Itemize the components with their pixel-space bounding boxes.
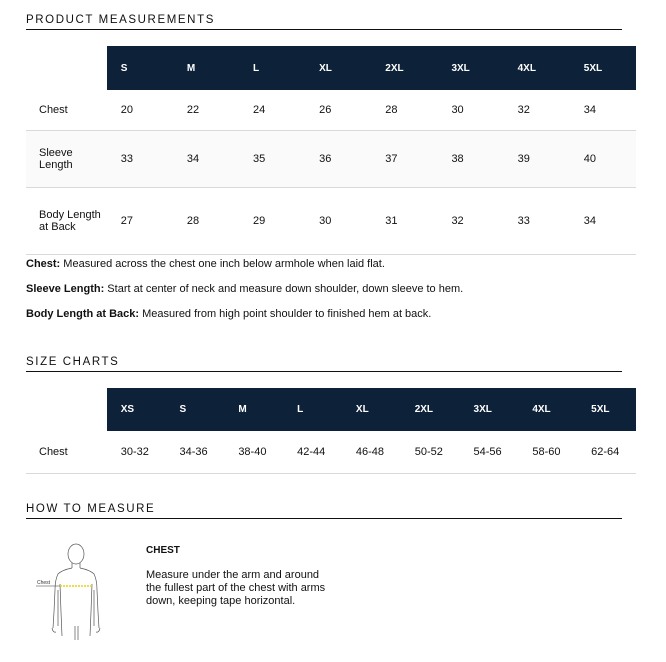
- cell-value: 37: [371, 131, 437, 188]
- header-blank-cell: [26, 388, 107, 431]
- cell-value: 27: [107, 188, 173, 255]
- cell-value: 34-36: [166, 431, 225, 474]
- size-header: XS: [107, 388, 166, 431]
- size-header: 2XL: [401, 388, 460, 431]
- table-row-chest: [26, 431, 636, 474]
- size-charts-title: SIZE CHARTS: [26, 356, 622, 372]
- size-header: 5XL: [570, 46, 636, 90]
- cell-value: 32: [437, 188, 503, 255]
- row-label: Sleeve Length: [26, 131, 107, 188]
- legs-outline: [75, 626, 78, 640]
- table-row-sleeve-length: [26, 131, 636, 188]
- note-term: Body Length at Back:: [26, 308, 140, 320]
- how-to-measure-text: Measure under the arm and around the fullest part of the chest with arms down, keeping tape horizontal.: [146, 569, 326, 607]
- cell-value: 42-44: [283, 431, 342, 474]
- cell-value: 39: [504, 131, 570, 188]
- cell-value: 31: [371, 188, 437, 255]
- size-header: M: [173, 46, 239, 90]
- size-header: XL: [342, 388, 401, 431]
- cell-value: 46-48: [342, 431, 401, 474]
- cell-value: 34: [173, 131, 239, 188]
- cell-value: 34: [570, 188, 636, 255]
- cell-value: 40: [570, 131, 636, 188]
- size-header: 3XL: [460, 388, 519, 431]
- cell-value: 30: [437, 90, 503, 131]
- cell-value: 58-60: [518, 431, 577, 474]
- cell-value: 28: [371, 90, 437, 131]
- note-text: Measured from high point shoulder to finished hem at back.: [139, 308, 432, 320]
- measurement-notes: [26, 258, 463, 333]
- cell-value: 32: [504, 90, 570, 131]
- cell-value: 24: [239, 90, 305, 131]
- cell-value: 30: [305, 188, 371, 255]
- size-header: L: [283, 388, 342, 431]
- table-row-body-length: [26, 188, 636, 255]
- cell-value: 28: [173, 188, 239, 255]
- left-arm-outline: [53, 568, 72, 628]
- product-measurements-table: [26, 46, 636, 255]
- size-header: 5XL: [577, 388, 636, 431]
- cell-value: 33: [504, 188, 570, 255]
- cell-value: 62-64: [577, 431, 636, 474]
- cell-value: 50-52: [401, 431, 460, 474]
- cell-value: 54-56: [460, 431, 519, 474]
- size-header: 4XL: [518, 388, 577, 431]
- note-term: Sleeve Length:: [26, 283, 105, 295]
- cell-value: 20: [107, 90, 173, 131]
- size-header: S: [166, 388, 225, 431]
- header-blank-cell: [26, 46, 107, 90]
- note-term: Chest:: [26, 258, 61, 270]
- cell-value: 22: [173, 90, 239, 131]
- left-torso-outline: [60, 584, 62, 636]
- note-chest: [26, 258, 463, 271]
- cell-value: 26: [305, 90, 371, 131]
- size-header: 2XL: [371, 46, 437, 90]
- right-torso-outline: [90, 584, 92, 636]
- size-charts-table: [26, 388, 636, 474]
- note-body-length: [26, 308, 463, 321]
- table-row-chest: [26, 90, 636, 131]
- cell-value: 33: [107, 131, 173, 188]
- note-sleeve-length: [26, 283, 463, 296]
- cell-value: 38-40: [224, 431, 283, 474]
- cell-value: 36: [305, 131, 371, 188]
- how-to-measure-title: HOW TO MEASURE: [26, 503, 622, 519]
- figure-chest-label: Chest: [37, 580, 51, 586]
- row-label: Body Length at Back: [26, 188, 107, 255]
- size-header: 4XL: [504, 46, 570, 90]
- cell-value: 29: [239, 188, 305, 255]
- head-outline: [68, 544, 84, 564]
- note-text: Measured across the chest one inch below armhole when laid flat.: [60, 258, 385, 270]
- cell-value: 34: [570, 90, 636, 131]
- size-header-row: [26, 388, 636, 431]
- cell-value: 38: [437, 131, 503, 188]
- how-to-measure-heading: CHEST: [146, 545, 180, 556]
- size-header: M: [224, 388, 283, 431]
- size-header: 3XL: [437, 46, 503, 90]
- body-figure-illustration: [28, 540, 108, 640]
- row-label: Chest: [26, 90, 107, 131]
- inner-arm-outline: [58, 590, 94, 626]
- row-label: Chest: [26, 431, 107, 474]
- right-arm-outline: [80, 568, 99, 628]
- size-header: L: [239, 46, 305, 90]
- product-measurements-title: PRODUCT MEASUREMENTS: [26, 14, 622, 30]
- note-text: Start at center of neck and measure down shoulder, down sleeve to hem.: [104, 283, 464, 295]
- size-header: XL: [305, 46, 371, 90]
- size-header-row: [26, 46, 636, 90]
- cell-value: 30-32: [107, 431, 166, 474]
- cell-value: 35: [239, 131, 305, 188]
- hands-outline: [52, 628, 100, 632]
- size-header: S: [107, 46, 173, 90]
